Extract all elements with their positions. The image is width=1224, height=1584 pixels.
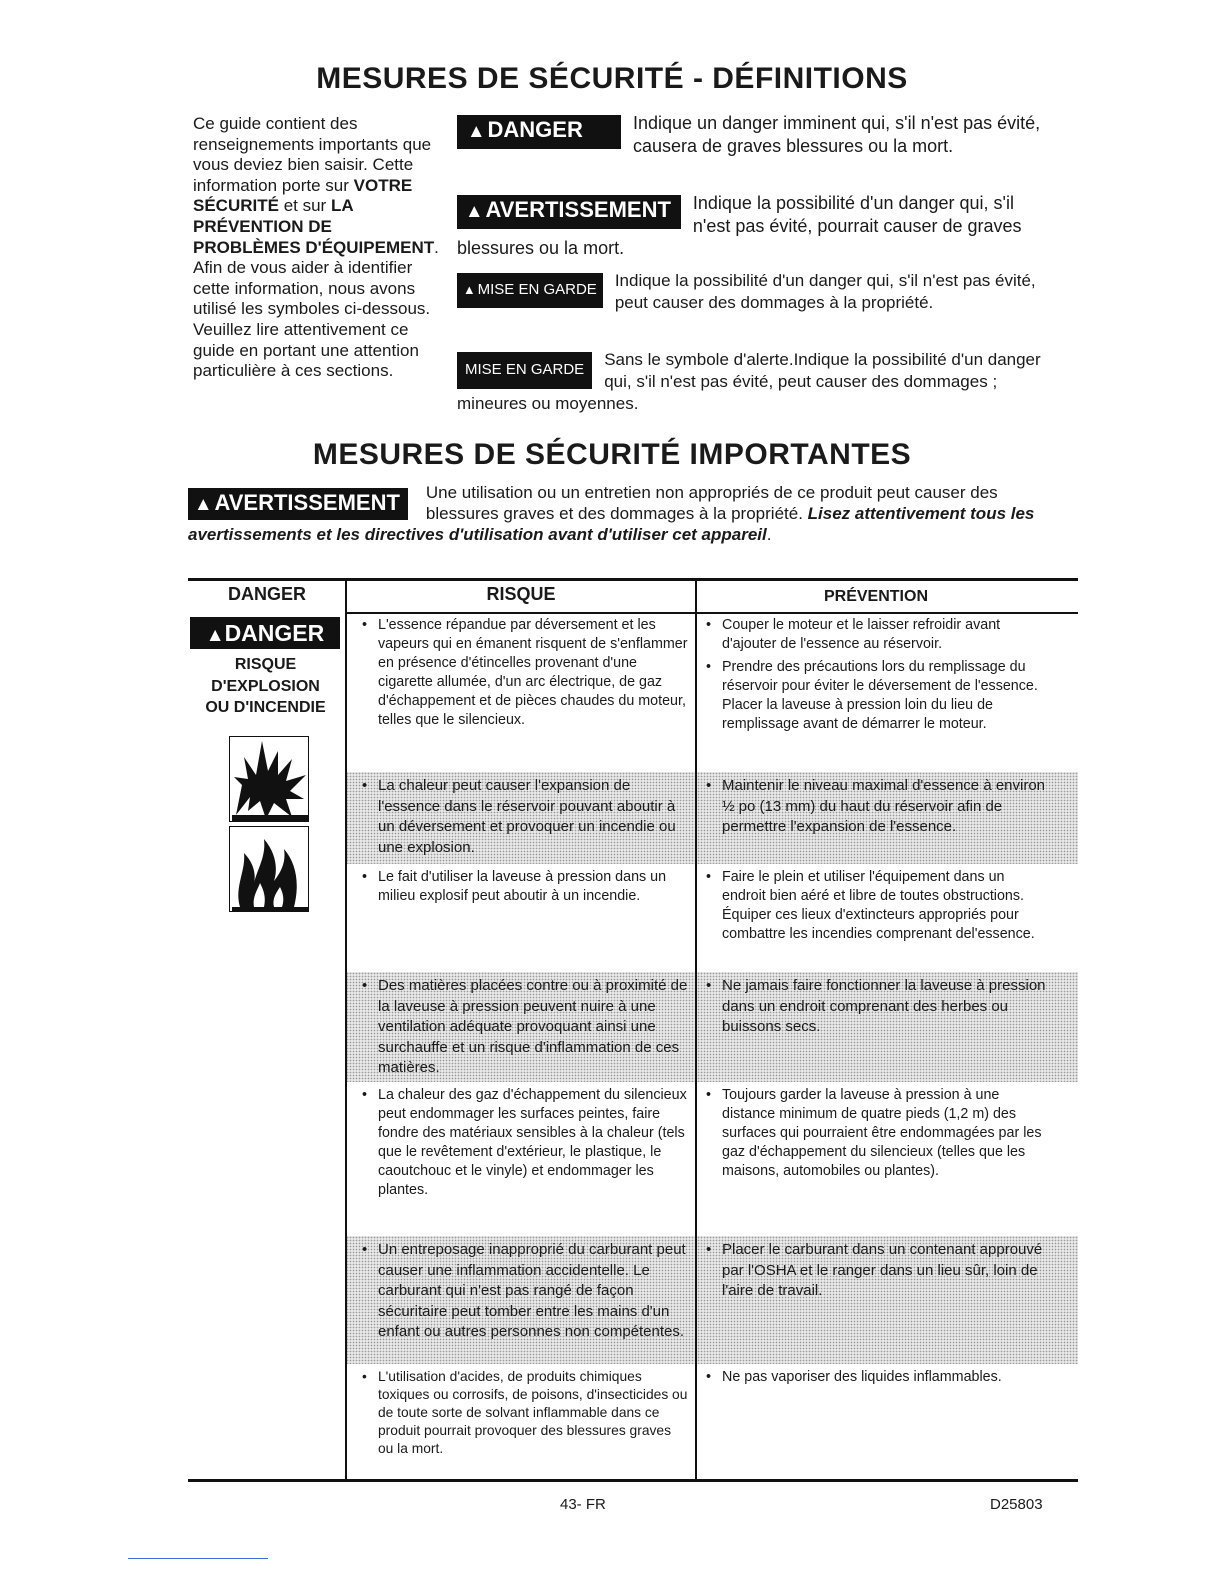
risk-cell bbox=[358, 976, 688, 1083]
definition-text: Indique la possibilité d'un danger qui, s'il n'est pas évité, peut causer des dommages à la propriété. bbox=[614, 271, 1036, 312]
prevention-cell bbox=[702, 1368, 1046, 1391]
column-divider bbox=[345, 578, 347, 1480]
prevention-item: • Toujours garder la laveuse à pression à une distance minimum de quatre pieds (1,2 m) des surfaces qui pourraient être endommagées par les gaz d'échappement du silencieux (telles que les maisons, automobiles ou plantes). bbox=[702, 1086, 1046, 1181]
column-divider bbox=[695, 578, 697, 1480]
avertissement-signal bbox=[457, 195, 681, 229]
definition-text: Sans le symbole d'alerte.Indique la possibilité d'un danger qui, s'il n'est pas évité, peut causer des dommages ; mineures ou moyennes. bbox=[457, 350, 1041, 413]
risk-item: • L'essence répandue par déversement et les vapeurs qui en émanent risquent de s'enflammer en présence d'étincelles provenant d'une cigarette allumée, d'un arc électrique, de gaz d'échappement et de pièces chaudes du moteur, telles que le silencieux. bbox=[358, 616, 688, 730]
table-bottom-rule bbox=[188, 1479, 1078, 1482]
column-header-risk: RISQUE bbox=[486, 584, 556, 604]
risk-item: • Des matières placées contre ou à proximité de la laveuse à pression peuvent nuire à une ventilation adéquate provoquant ainsi une surchauffe et un risque d'inflammation de ces matières. bbox=[358, 976, 688, 1079]
risk-item: • Le fait d'utiliser la laveuse à pression dans un milieu explosif peut aboutir à un incendie. bbox=[358, 868, 688, 906]
intro-bold-prevention: LA PRÉVENTION DE PROBLÈMES D'ÉQUIPEMENT bbox=[193, 196, 435, 257]
alert-triangle-icon: ▲ bbox=[463, 282, 476, 297]
table-top-rule bbox=[188, 578, 1078, 581]
prevention-item: • Couper le moteur et le laisser refroidir avant d'ajouter de l'essence au réservoir. bbox=[702, 616, 1046, 654]
document-code: D25803 bbox=[990, 1496, 1043, 1513]
signal-word: AVERTISSEMENT bbox=[485, 197, 671, 222]
table-row bbox=[346, 614, 1078, 770]
warning-end: . bbox=[766, 525, 772, 544]
prevention-item: • Maintenir le niveau maximal d'essence à environ ½ po (13 mm) du haut du réservoir afin de permettre l'expansion de l'essence. bbox=[702, 776, 1046, 838]
hazard-label-line: OU D'INCENDIE bbox=[205, 699, 326, 716]
general-warning bbox=[188, 482, 1038, 545]
intro-text: . Afin de vous aider à identifier cette information, nous avons utilisé les symboles ci-dessous. Veuillez lire attentivement ce guide en portant une attention particulière à ces sections. bbox=[193, 237, 439, 381]
signal-word: AVERTISSEMENT bbox=[214, 490, 400, 515]
prevention-item: • Placer le carburant dans un contenant approuvé par l'OSHA et le ranger dans un lieu sûr, loin de l'aire de travail. bbox=[702, 1240, 1046, 1302]
risk-cell bbox=[358, 868, 688, 910]
column-header-danger: DANGER bbox=[227, 584, 306, 604]
prevention-cell bbox=[702, 776, 1046, 842]
hazard-label-line: RISQUE bbox=[234, 656, 297, 673]
definition-text: Indique un danger imminent qui, s'il n'est pas évité, causera de graves blessures ou la mort. bbox=[633, 113, 1041, 156]
risk-cell bbox=[358, 1368, 688, 1462]
definition-text: Indique la possibilité d'un danger qui, s'il n'est pas évité, pourrait causer de graves blessures ou la mort. bbox=[457, 193, 1022, 258]
prevention-cell bbox=[702, 868, 1046, 948]
table-row bbox=[346, 1236, 1078, 1364]
explosion-icon bbox=[229, 736, 309, 822]
alert-triangle-icon: ▲ bbox=[205, 625, 225, 646]
prevention-item: • Ne jamais faire fonctionner la laveuse à pression dans un endroit comprenant des herbes ou buissons secs. bbox=[702, 976, 1046, 1038]
alert-triangle-icon: ▲ bbox=[194, 493, 213, 514]
alert-triangle-icon: ▲ bbox=[465, 200, 484, 221]
fire-icon bbox=[229, 826, 309, 912]
warning-text: Une utilisation ou un entretien non appropriés de ce produit peut causer des blessures graves et des dommages à la propriété. bbox=[425, 483, 998, 523]
definition-mise-en-garde bbox=[457, 349, 1047, 415]
prevention-cell bbox=[702, 1086, 1046, 1185]
risk-cell bbox=[358, 776, 688, 862]
prevention-item: • Faire le plein et utiliser l'équipement dans un endroit bien aéré et libre de toutes obstructions. Équiper ces lieux d'extincteurs appropriés pour combattre les incendies comprenant del'essence. bbox=[702, 868, 1046, 944]
warning-emphasis: Lisez attentivement tous les avertissements et les directives d'utilisation avant d'utiliser cet appareil bbox=[188, 504, 1035, 544]
risk-item: • Un entreposage inapproprié du carburant peut causer une inflammation accidentelle. Le carburant qui n'est pas rangé de façon sécuritaire peut tomber entre les mains d'un enfant ou autres personnes non compétentes. bbox=[358, 1240, 688, 1343]
alert-triangle-icon: ▲ bbox=[467, 120, 486, 141]
hazard-label bbox=[188, 654, 343, 719]
page-title: MESURES DE SÉCURITÉ - DÉFINITIONS bbox=[316, 62, 908, 95]
risk-cell bbox=[358, 1086, 688, 1204]
risk-cell bbox=[358, 616, 688, 734]
hazard-label-line: D'EXPLOSION bbox=[211, 677, 320, 695]
prevention-cell bbox=[702, 976, 1046, 1042]
intro-text: et sur bbox=[283, 196, 327, 216]
danger-signal bbox=[190, 617, 340, 649]
column-header-prevention: PRÉVENTION bbox=[823, 588, 928, 605]
definition-mise-en-garde-symbol bbox=[457, 270, 1047, 314]
prevention-cell bbox=[702, 616, 1046, 738]
danger-signal bbox=[457, 115, 621, 149]
table-row bbox=[346, 866, 1078, 970]
intro-text: Ce guide contient des renseignements importants que vous deviez bien saisir. Cette information porte sur bbox=[193, 114, 432, 195]
signal-word: MISE EN GARDE bbox=[465, 361, 585, 378]
definition-avertissement bbox=[457, 192, 1047, 260]
section-title: MESURES DE SÉCURITÉ IMPORTANTES bbox=[312, 438, 912, 471]
prevention-item: • Ne pas vaporiser des liquides inflammables. bbox=[702, 1368, 1046, 1387]
table-row bbox=[346, 972, 1078, 1082]
signal-word: DANGER bbox=[224, 620, 325, 646]
table-row bbox=[346, 772, 1078, 864]
table-row bbox=[346, 1084, 1078, 1234]
risk-cell bbox=[358, 1240, 688, 1347]
intro-bold-safety: VOTRE SÉCURITÉ bbox=[193, 175, 413, 216]
page-number: 43- FR bbox=[560, 1496, 606, 1513]
risk-item: • La chaleur des gaz d'échappement du silencieux peut endommager les surfaces peintes, faire fondre des matériaux sensibles à la chaleur (tels que le revêtement d'extérieur, le plastique, le caoutchouc et le vinyle) et endommager les plantes. bbox=[358, 1086, 688, 1200]
signal-word: DANGER bbox=[487, 117, 583, 142]
table-row bbox=[346, 1366, 1078, 1478]
prevention-item: • Prendre des précautions lors du remplissage du réservoir pour éviter le déversement de l'essence. Placer la laveuse à pression loin du lieu de remplissage avant de démarrer le moteur. bbox=[702, 658, 1046, 734]
mise-en-garde-signal-plain bbox=[457, 352, 592, 389]
mise-en-garde-signal bbox=[457, 273, 603, 308]
intro-paragraph bbox=[193, 114, 443, 382]
signal-word: MISE EN GARDE bbox=[477, 281, 597, 298]
avertissement-signal bbox=[188, 488, 408, 520]
footer-link-underline bbox=[128, 1558, 268, 1559]
risk-item: • La chaleur peut causer l'expansion de l'essence dans le réservoir pouvant aboutir à un déversement et provoquer un incendie ou une explosion. bbox=[358, 776, 688, 858]
prevention-cell bbox=[702, 1240, 1046, 1306]
risk-item: • L'utilisation d'acides, de produits chimiques toxiques ou corrosifs, de poisons, d'insecticides ou de toute sorte de solvant inflammable dans ce produit pourrait provoquer des blessures graves ou la mort. bbox=[358, 1368, 688, 1458]
definition-danger bbox=[457, 112, 1047, 157]
